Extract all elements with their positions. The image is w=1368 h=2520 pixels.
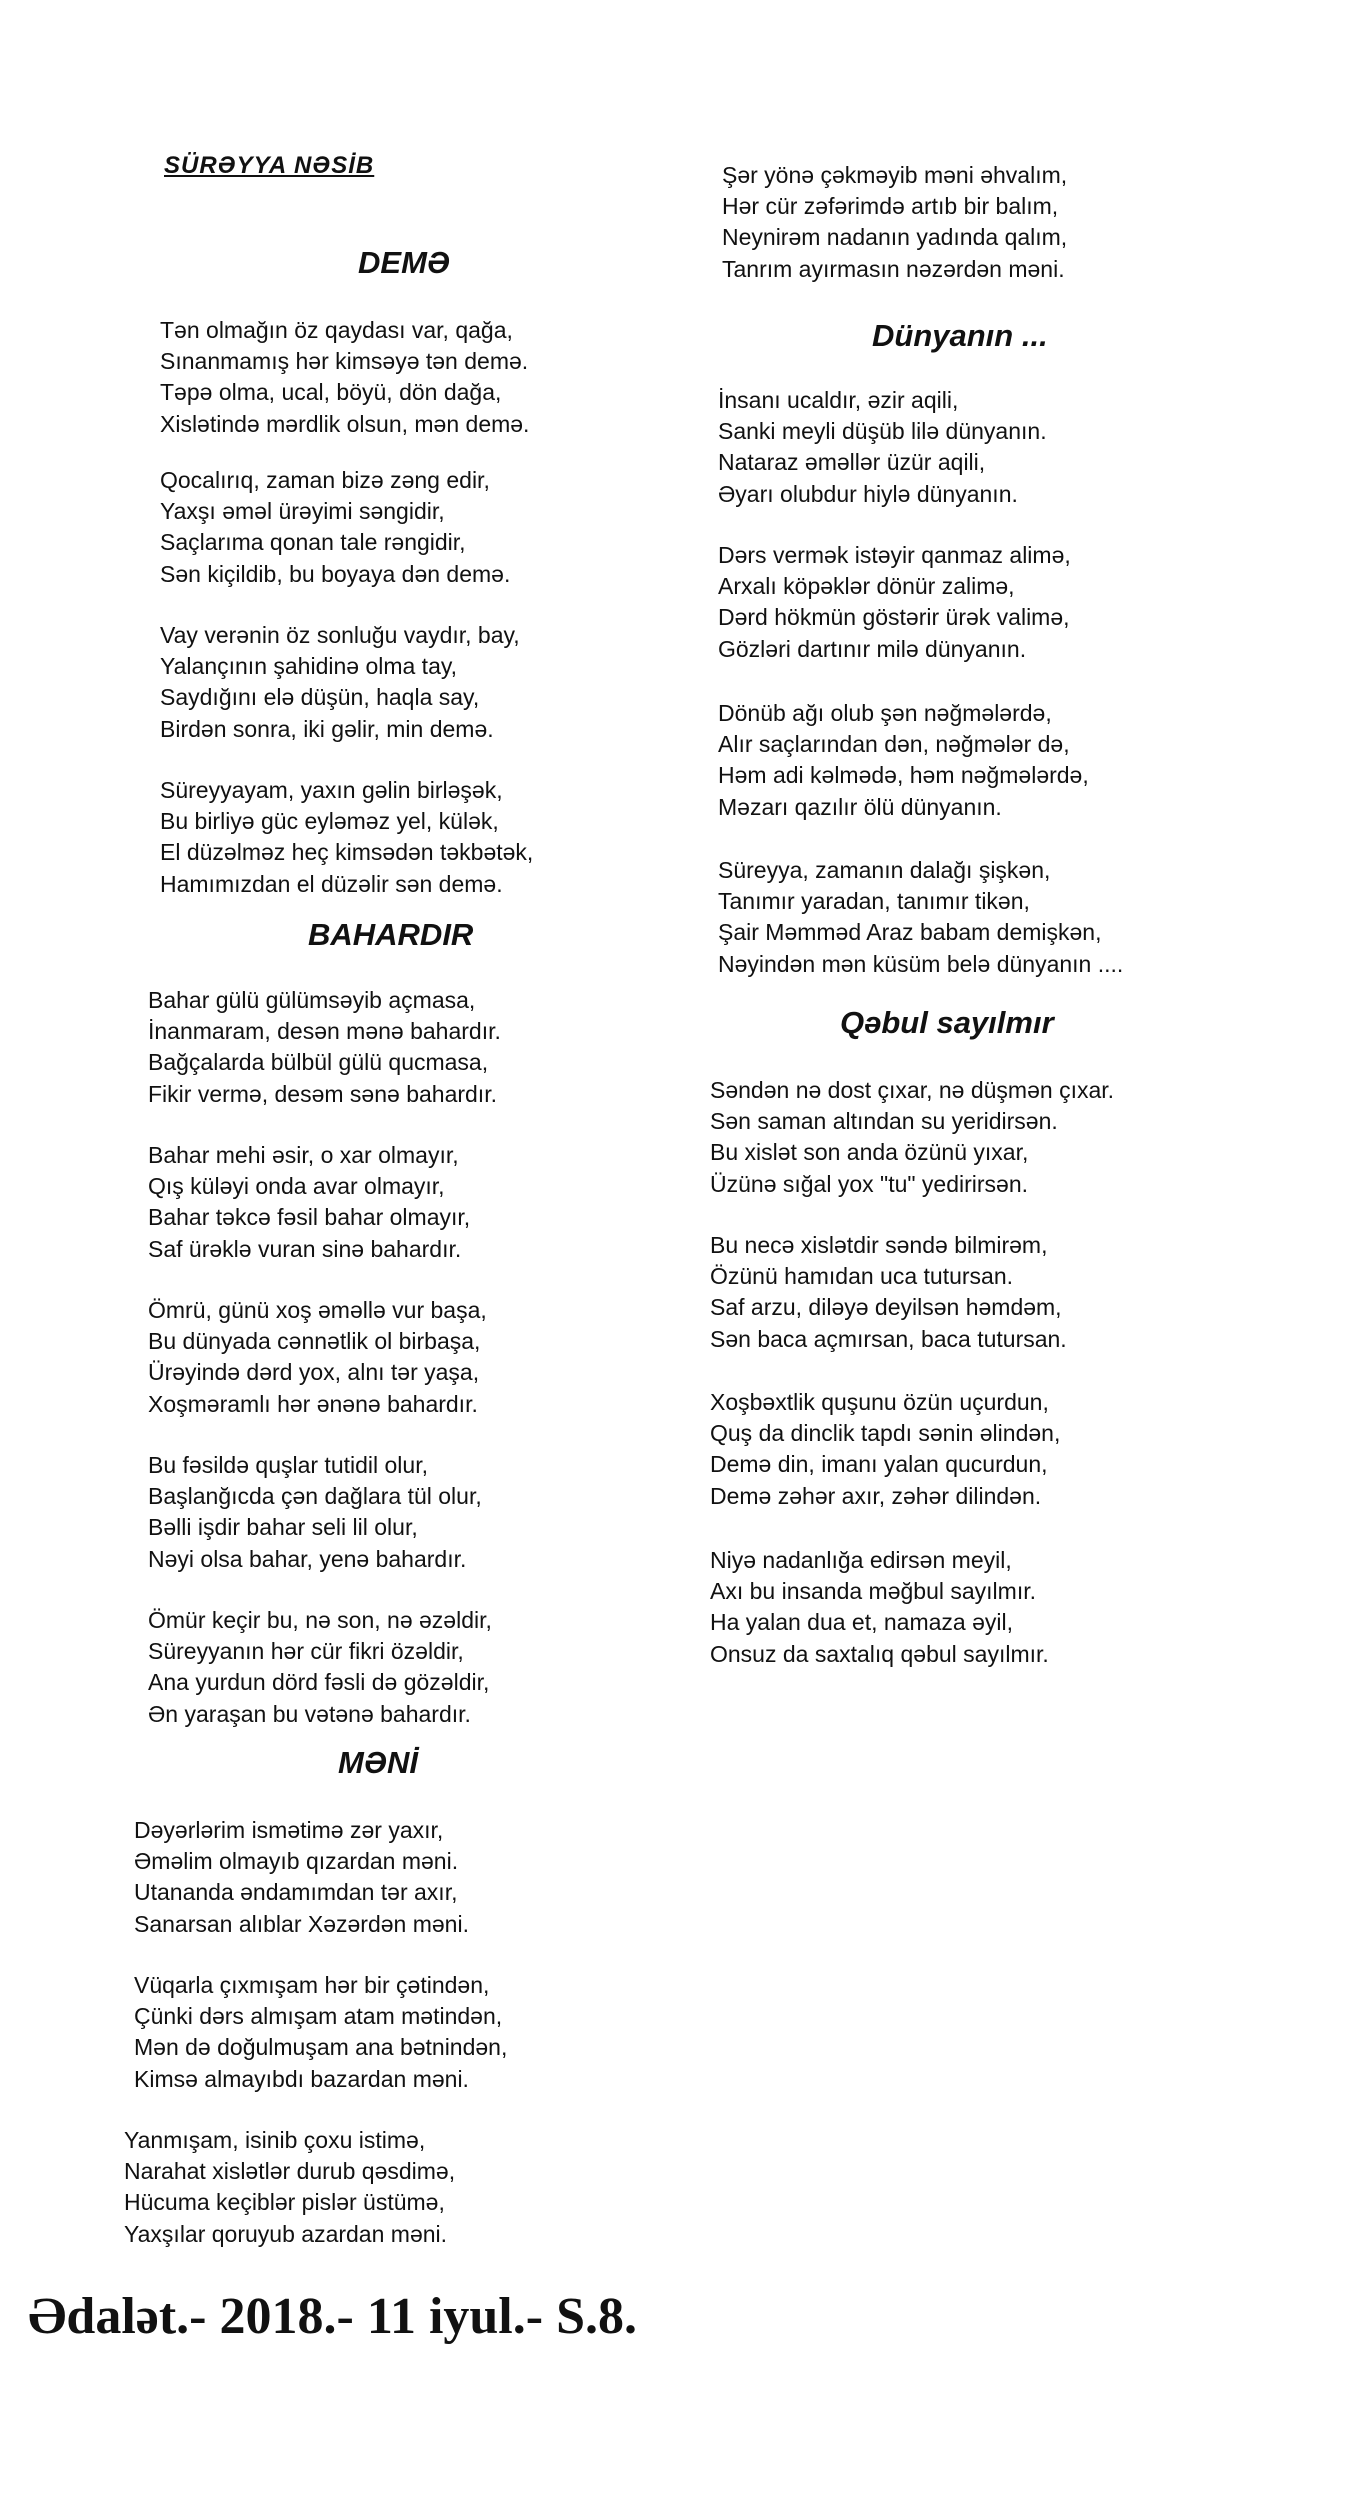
stanza [148,1450,482,1575]
verse-line: Çünki dərs almışam atam mətindən, [134,2003,503,2030]
stanza [160,315,529,440]
verse-line: Əyarı olubdur hiylə dünyanın. [718,480,1018,507]
author-name: SÜRƏYYA NƏSİB [164,152,375,179]
stanza [710,1545,1049,1670]
verse-line: Bu fəsildə quşlar tutidil olur, [148,1452,428,1478]
verse-line: Gözləri dartınır milə dünyanın. [718,635,1027,662]
verse-line: Narahat xislətlər durub qəsdimə, [124,2158,456,2185]
poem-title: Qəbul sayılmır [840,1005,1054,1040]
verse-line: Sanarsan alıblar Xəzərdən məni. [134,1910,469,1937]
verse-line: Sınanmamış hər kimsəyə tən demə. [160,348,529,375]
verse-line: Neynirəm nadanın yadında qalım, [722,224,1068,251]
stanza [134,1815,469,1940]
verse-line: Yaxşı əməl ürəyimi səngidir, [160,498,445,525]
verse-line: Vüqarla çıxmışam hər bir çətindən, [134,1972,490,1998]
verse-line: Bu xislət son anda özünü yıxar, [710,1139,1029,1166]
verse-line: Süreyyayam, yaxın gəlin birləşək, [160,777,503,803]
verse-line: Ana yurdun dörd fəsli də gözəldir, [148,1669,490,1696]
verse-line: Həm adi kəlmədə, həm nəğmələrdə, [718,762,1089,789]
stanza [718,855,1123,980]
verse-line: Yaxşılar qoruyub azardan məni. [124,2220,448,2247]
verse-line: Bahar gülü gülümsəyib açmasa, [148,987,476,1013]
source-citation: Ədalət.- 2018.- 11 iyul.- S.8. [28,2288,637,2345]
verse-line: Sanki meyli düşüb lilə dünyanın. [718,418,1047,445]
verse-line: Onsuz da saxtalıq qəbul sayılmır. [710,1640,1049,1667]
verse-line: Kimsə almayıbdı bazardan məni. [134,2065,469,2092]
stanza [710,1387,1060,1512]
verse-line: Fikir vermə, desəm sənə bahardır. [148,1080,497,1107]
verse-line: Nəyindən mən küsüm belə dünyanın .... [718,950,1124,977]
verse-line: Qış küləyi onda avar olmayır, [148,1173,445,1200]
verse-line: Şər yönə çəkməyib məni əhvalım, [722,162,1068,188]
verse-line: Nəyi olsa bahar, yenə bahardır. [148,1545,467,1572]
verse-line: Özünü hamıdan uca tutursan. [710,1263,1014,1290]
verse-line: Dönüb ağı olub şən nəğmələrdə, [718,700,1052,726]
stanza [148,1140,470,1265]
poem-title: BAHARDIR [308,917,474,952]
verse-line: Ürəyində dərd yox, alnı tər yaşa, [148,1359,480,1386]
poem-title: MƏNİ [338,1745,418,1780]
verse-line: Demə din, imanı yalan qucurdun, [710,1451,1048,1478]
verse-line: Sən baca açmırsan, baca tutursan. [710,1325,1067,1352]
verse-line: Bağçalarda bülbül gülü qucmasa, [148,1049,489,1076]
verse-line: Vay verənin öz sonluğu vaydır, bay, [160,622,520,648]
verse-line: Bu birliyə güc eyləməz yel, külək, [160,808,499,835]
verse-line: İnsanı ucaldır, əzir aqili, [718,387,959,413]
verse-line: Xislətində mərdlik olsun, mən demə. [160,410,530,437]
verse-line: Saydığını elə düşün, haqla say, [160,684,480,711]
verse-line: Tən olmağın öz qaydası var, qağa, [160,317,513,343]
stanza [718,540,1071,665]
verse-line: Alır saçlarından dən, nəğmələr də, [718,731,1070,758]
verse-line: Demə zəhər axır, zəhər dilindən. [710,1482,1042,1509]
verse-line: Sən saman altından su yeridirsən. [710,1108,1058,1135]
stanza [148,985,501,1110]
verse-line: Saf ürəklə vuran sinə bahardır. [148,1235,462,1262]
stanza [710,1075,1114,1200]
verse-line: Bu necə xislətdir səndə bilmirəm, [710,1232,1048,1258]
stanza [160,465,510,590]
verse-line: Saf arzu, diləyə deyilsən həmdəm, [710,1294,1062,1321]
verse-line: Ha yalan dua et, namaza əyil, [710,1609,1014,1636]
verse-line: Nataraz əməllər üzür aqili, [718,449,986,476]
verse-line: Başlanğıcda çən dağlara tül olur, [148,1483,482,1510]
poem-title: DEMƏ [358,245,451,280]
verse-line: Süreyya, zamanın dalağı şişkən, [718,857,1051,883]
verse-line: Hamımızdan el düzəlir sən demə. [160,870,503,897]
stanza [722,160,1067,285]
verse-line: Tanımır yaradan, tanımır tikən, [718,888,1030,915]
verse-line: Dərs vermək istəyir qanmaz alimə, [718,542,1071,568]
verse-line: Bahar təkcə fəsil bahar olmayır, [148,1204,471,1231]
verse-line: Üzünə sığal yox "tu" yedirirsən. [710,1170,1029,1197]
verse-line: Mən də doğulmuşam ana bətnindən, [134,2034,508,2061]
stanza [160,775,533,900]
verse-line: Arxalı köpəklər dönür zalimə, [718,573,1015,600]
verse-line: Saçlarıma qonan tale rəngidir, [160,529,466,556]
stanza [124,2125,455,2250]
verse-line: Xoşməramlı hər ənənə bahardır. [148,1390,478,1417]
verse-line: Məzarı qazılır ölü dünyanın. [718,793,1002,820]
verse-line: Ən yaraşan bu vətənə bahardır. [148,1700,471,1727]
verse-line: Birdən sonra, iki gəlir, min demə. [160,715,494,742]
stanza [710,1230,1067,1355]
verse-line: Hücuma keçiblər pislər üstümə, [124,2189,445,2216]
verse-line: Hər cür zəfərimdə artıb bir balım, [722,193,1059,220]
stanza [148,1605,492,1730]
stanza [718,385,1047,510]
verse-line: Dərd hökmün göstərir ürək valimə, [718,604,1070,631]
stanza [718,698,1089,823]
verse-line: Yalançının şahidinə olma tay, [160,653,458,680]
verse-line: Utananda əndamımdan tər axır, [134,1879,458,1906]
verse-line: Bəlli işdir bahar seli lil olur, [148,1514,418,1541]
verse-line: Şair Məmməd Araz babam demişkən, [718,919,1102,946]
verse-line: Səndən nə dost çıxar, nə düşmən çıxar. [710,1077,1115,1103]
stanza [148,1295,487,1420]
verse-line: Ömrü, günü xoş əməllə vur başa, [148,1297,487,1323]
verse-line: Tanrım ayırmasın nəzərdən məni. [722,255,1065,282]
verse-line: Niyə nadanlığa edirsən meyil, [710,1547,1012,1573]
verse-line: Bu dünyada cənnətlik ol birbaşa, [148,1328,481,1355]
verse-line: Yanmışam, isinib çoxu istimə, [124,2127,426,2153]
verse-line: Təpə olma, ucal, böyü, dön dağa, [160,379,502,406]
verse-line: El düzəlməz heç kimsədən təkbətək, [160,839,534,866]
verse-line: Quş da dinclik tapdı sənin əlindən, [710,1420,1061,1447]
verse-line: Bahar mehi əsir, o xar olmayır, [148,1142,459,1168]
verse-line: Sən kiçildib, bu boyaya dən demə. [160,560,511,587]
stanza [160,620,520,745]
poem-title: Dünyanın ... [872,318,1048,353]
verse-line: Axı bu insanda məğbul sayılmır. [710,1578,1036,1605]
verse-line: Ömür keçir bu, nə son, nə əzəldir, [148,1607,492,1633]
verse-line: İnanmaram, desən mənə bahardır. [148,1018,501,1045]
verse-line: Qocalırıq, zaman bizə zəng edir, [160,467,490,493]
stanza [134,1970,507,2095]
verse-line: Süreyyanın hər cür fikri özəldir, [148,1638,464,1665]
verse-line: Əməlim olmayıb qızardan məni. [134,1848,459,1875]
verse-line: Xoşbəxtlik quşunu özün uçurdun, [710,1389,1049,1415]
verse-line: Dəyərlərim ismətimə zər yaxır, [134,1817,444,1843]
